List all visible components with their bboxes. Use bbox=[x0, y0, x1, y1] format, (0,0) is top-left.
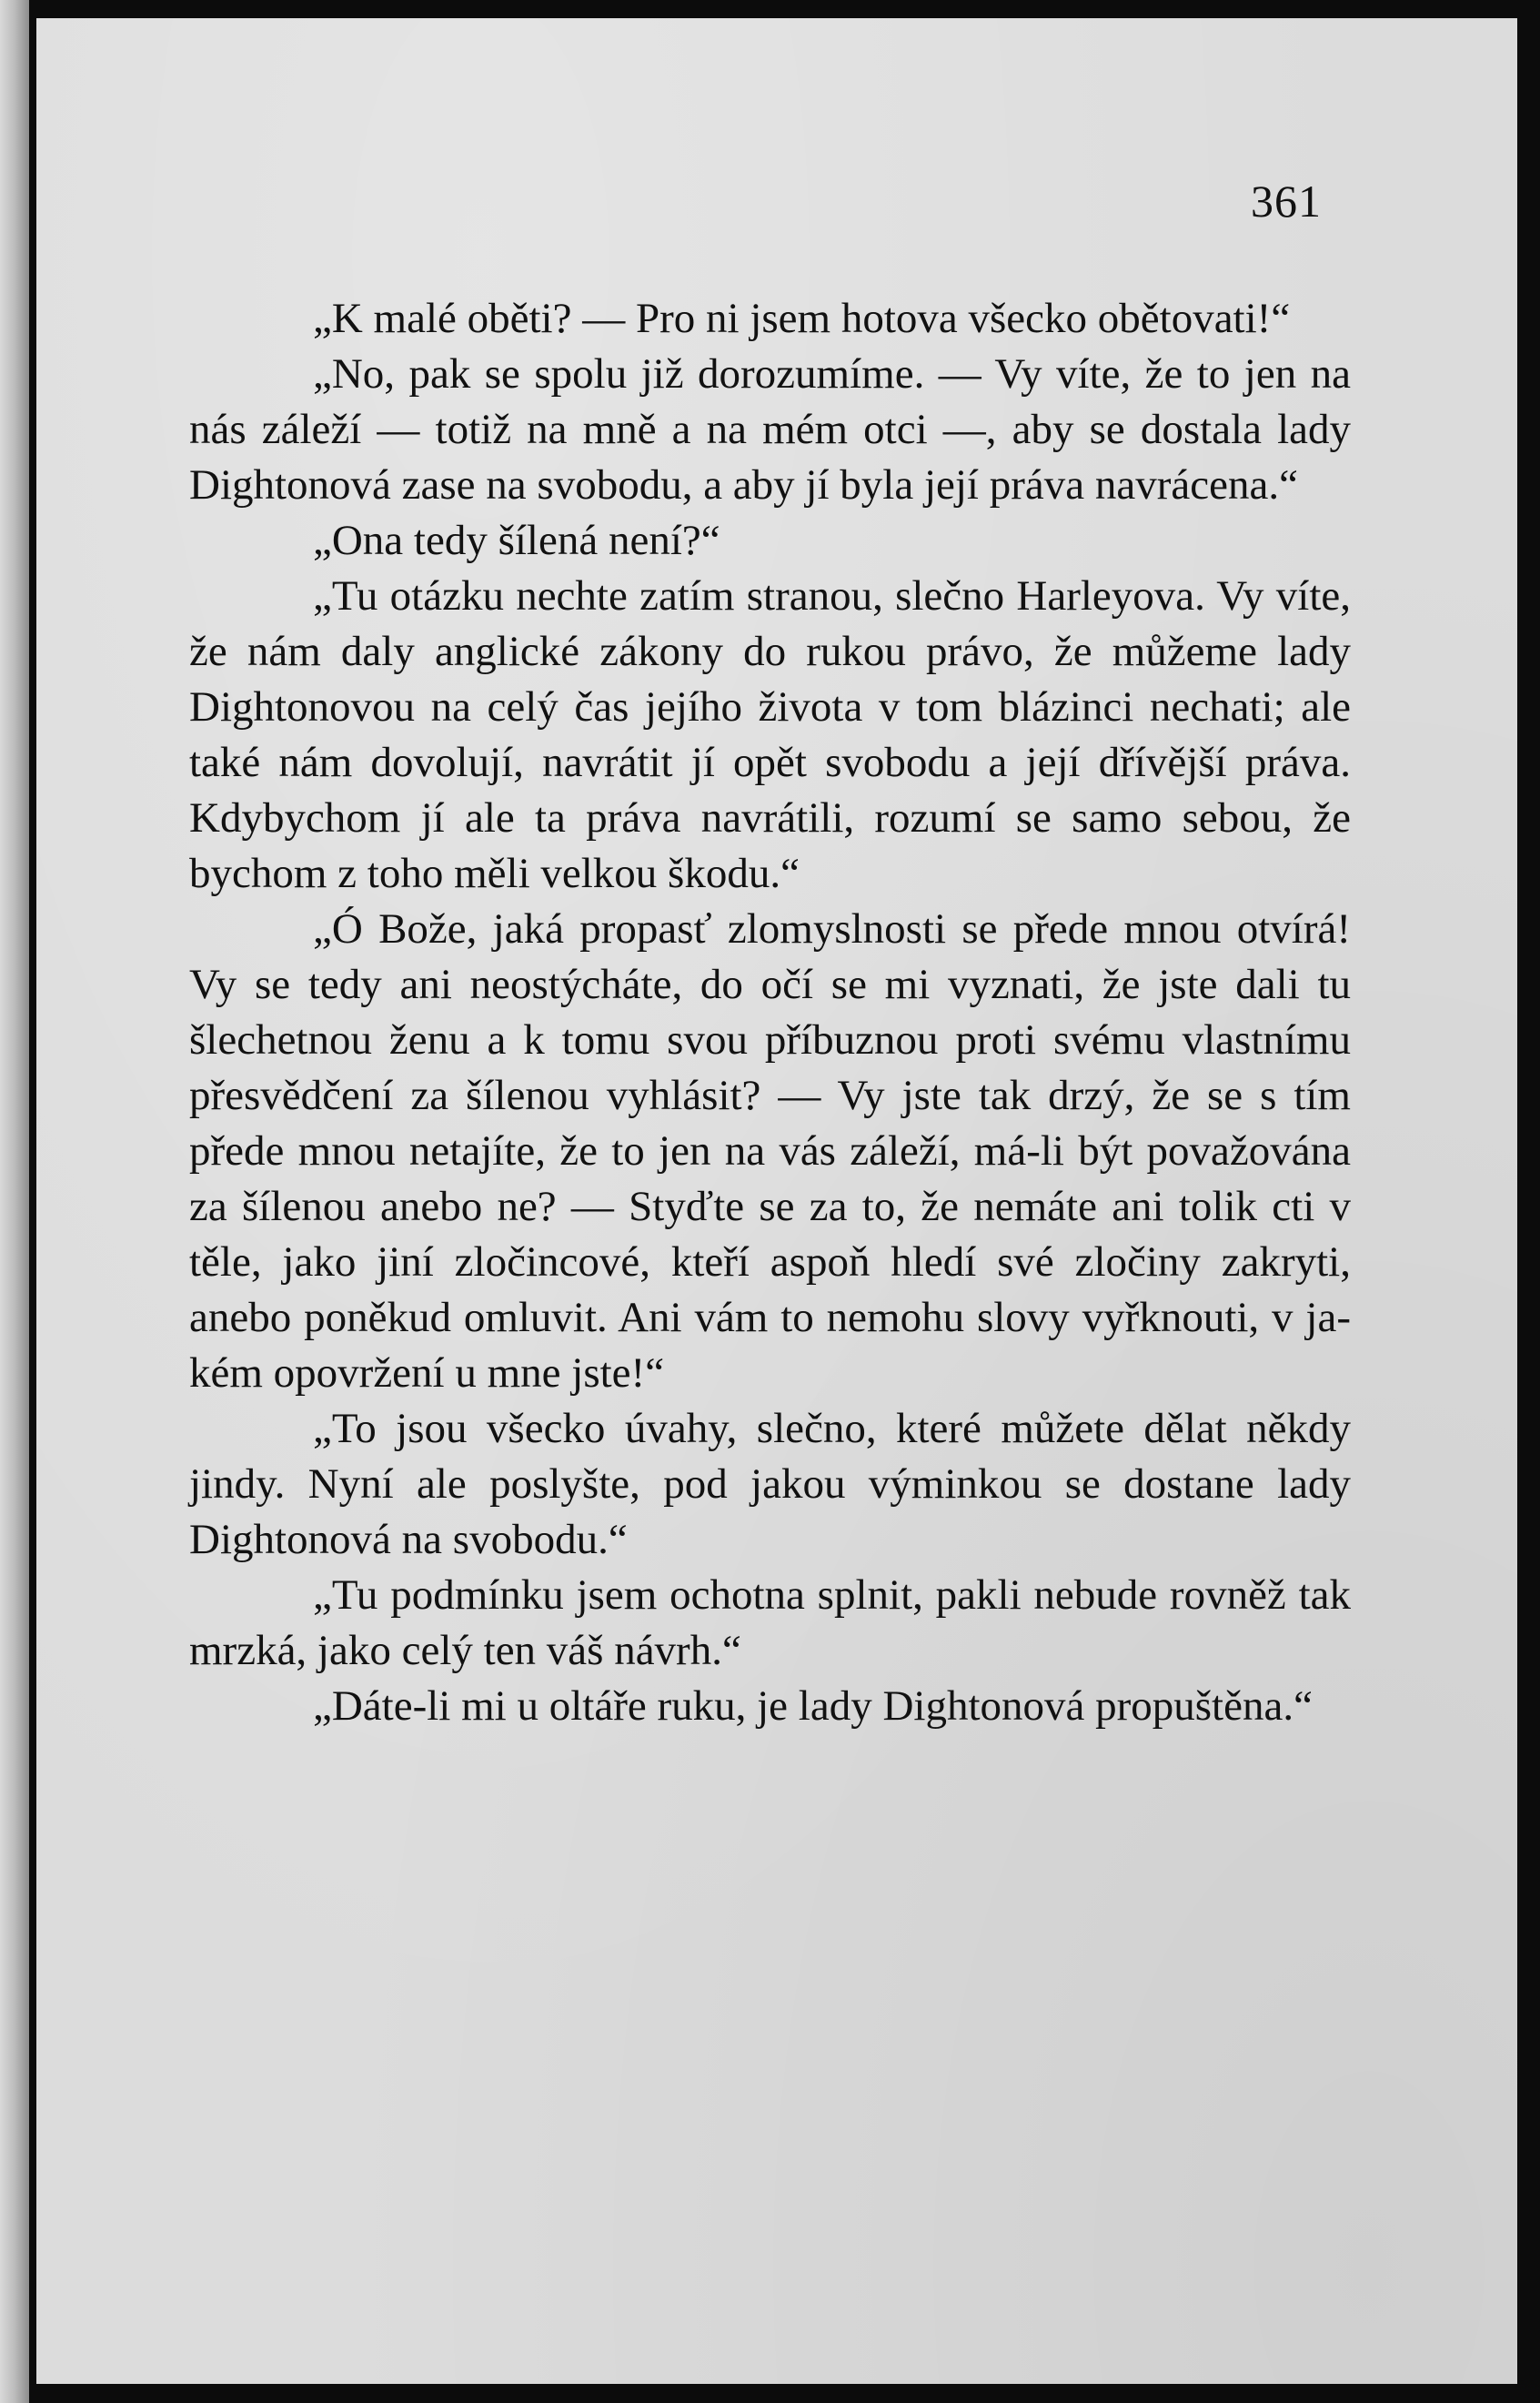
paragraph-5: „Ó Bože, jaká propasť zlomyslnosti se přede mnou otvírá! Vy se tedy ani neostýcháte, do očí se mi vyznati, že jste dali tu šlechetnou ženu a k tomu svou příbuznou proti svému vlastnímu přesvědčení za šílenou vyhlásit? — Vy jste tak drzý, že se s tím přede mnou netajíte, že to jen na vás záleží, má-li být považována za šílenou anebo ne? — Styďte se za to, že nemáte ani tolik cti v těle, jako jiní zločincové, kteří aspoň hledí své zločiny zakryti, anebo poněkud omluvit. Ani vám to nemohu slovy vyřknouti, v jakém opovržení u mne jste!“ bbox=[189, 905, 1351, 1397]
paragraph-1: „K malé oběti? — Pro ni jsem hotova všecko obětovati!“ bbox=[313, 295, 1291, 342]
book-page bbox=[36, 18, 1517, 2384]
page-number: 361 bbox=[1251, 176, 1322, 227]
paragraph-7: „Tu podmínku jsem ochotna splnit, pakli nebude rovněž tak mrzká, jako celý ten váš návrh.“ bbox=[189, 1571, 1351, 1674]
paragraph-2: „No, pak se spolu již dorozumíme. — Vy víte, že to jen na nás záleží — totiž na mně a na mém otci —, aby se dostala lady Dightonová zase na svobodu, a aby jí byla její práva navrácena.“ bbox=[189, 350, 1351, 509]
body-text bbox=[189, 291, 1351, 1734]
paragraph-3: „Ona tedy šílená není?“ bbox=[313, 517, 720, 564]
paragraph-6: „To jsou všecko úvahy, slečno, které můžete dělat někdy jindy. Nyní ale poslyšte, pod jakou výminkou se dostane lady Dightonová na svobodu.“ bbox=[189, 1405, 1351, 1563]
paragraph-8: „Dáte-li mi u oltáře ruku, je lady Dightonová propuštěna.“ bbox=[313, 1682, 1313, 1730]
scan-edge bbox=[0, 0, 29, 2403]
paragraph-4: „Tu otázku nechte zatím stranou, slečno Harleyova. Vy víte, že nám daly anglické zákony do rukou právo, že můžeme lady Dightonovou na celý čas jejího života v tom blázinci nechati; ale také nám dovolují, navrátit jí opět svobodu a její dřívější práva. Kdybychom jí ale ta práva navrátili, rozumí se samo sebou, že bychom z toho měli velkou škodu.“ bbox=[189, 572, 1351, 897]
